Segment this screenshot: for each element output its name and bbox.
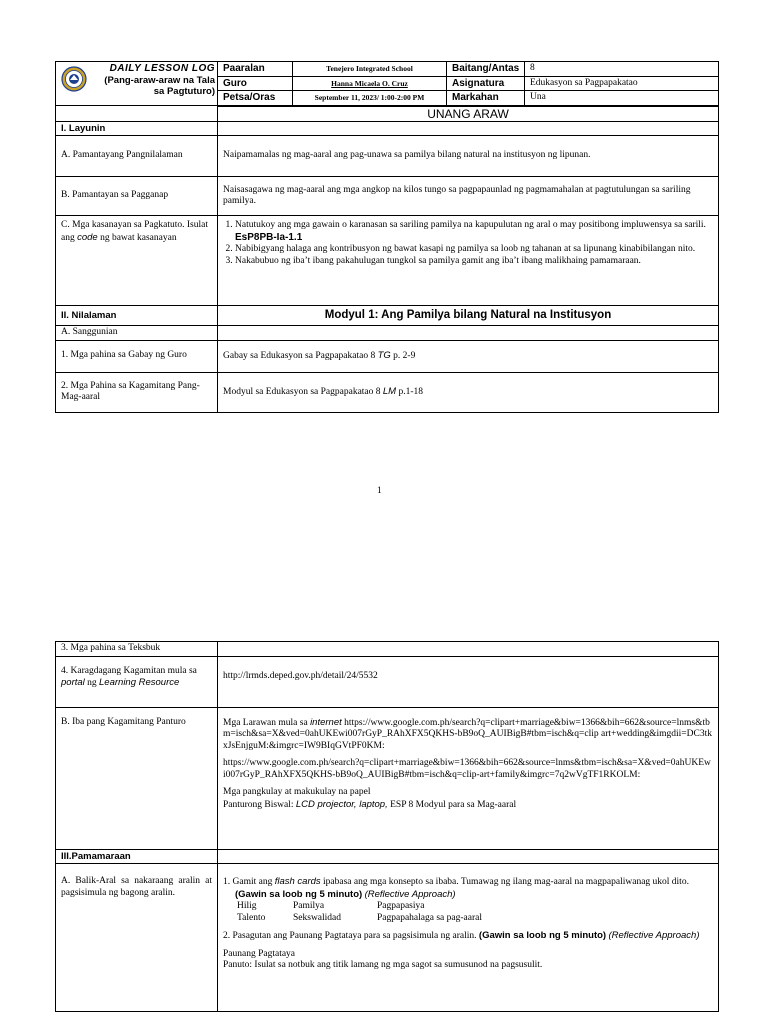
baitang-label: Baitang/Antas — [447, 62, 525, 77]
objective-3: 3. Nakabubuo ng iba’t ibang pakahulugan tungkol sa pamilya gamit ang iba’t ibang malikhaing pamamaraan. — [235, 256, 713, 268]
lesson-log-page-1 — [55, 61, 718, 413]
concept-word: Sekswalidad — [293, 912, 342, 923]
kasanayan-label — [56, 216, 218, 306]
asignatura-value: Edukasyon sa Pagpapakatao — [525, 76, 719, 91]
empty-cell — [218, 849, 719, 864]
kasanayan-code-word: code — [77, 231, 98, 243]
modyul-title: Modyul 1: Ang Pamilya bilang Natural na Institusyon — [218, 306, 719, 326]
school-logo-icon — [61, 66, 87, 92]
concept-word: Pamilya — [293, 901, 325, 911]
objective-2: 2. Nabibigyang halaga ang kontribusyon ng bawat kasapi ng pamilya sa loob ng tahanan at sa lipunang kinabibilangan nito. — [235, 244, 713, 256]
day-title: UNANG ARAW — [218, 106, 719, 121]
iba-label: B. Iba pang Kagamitang Panturo — [56, 707, 218, 849]
empty-cell — [218, 326, 719, 341]
lesson-log-page-2 — [55, 641, 718, 1012]
objective-code: EsP8PB-Ia-1.1 — [235, 231, 303, 243]
guro-value: Hanna Micaela O. Cruz — [293, 76, 447, 91]
paaralan-value: Tenejero Integrated School — [293, 62, 447, 77]
gabay-label: 1. Mga pahina sa Gabay ng Guro — [56, 340, 218, 372]
concept-words — [237, 901, 713, 924]
kasanayan-label-text: C. Mga kasanayan sa Pagkatuto. Isulat ang — [61, 220, 208, 243]
pamantayang-value: Naipamamalas ng mag-aaral ang pag-unawa sa pamilya bilang natural na institusyon ng lipunan. — [218, 136, 719, 177]
lrmds-link[interactable]: http://lrmds.deped.gov.ph/detail/24/5532 — [218, 656, 719, 707]
kagamitan-value: Modyul sa Edukasyon sa Pagpapakatao 8 LM p.1-18 — [218, 372, 719, 412]
concept-word: Pagpapahalaga sa pag-aaral — [377, 912, 482, 923]
gabay-value: Gabay sa Edukasyon sa Pagpapakatao 8 TG p. 2-9 — [218, 340, 719, 372]
log-title: DAILY LESSON LOG — [109, 63, 215, 74]
pagganap-value: Naisasagawa ng mag-aaral ang mga angkop na kilos tungo sa pagpapaunlad ng pagmamahalan at pagtutulungan sa sariling pamilya. — [218, 177, 719, 216]
baitang-value: 8 — [525, 62, 719, 77]
petsa-label: Petsa/Oras — [218, 91, 293, 106]
step-2: 2. Pasagutan ang Paunang Pagtataya para sa pagsisimula ng aralin. (Gawin sa loob ng 5 minuto) (Reflective Approach) — [223, 930, 700, 941]
markahan-value: Una — [525, 91, 719, 106]
empty-cell — [218, 642, 719, 657]
balik-aral-label: A. Balik-Aral sa nakaraang aralin at pagsisimula ng bagong aralin. — [56, 864, 218, 1012]
internet-sources: Mga Larawan mula sa internet https://www.google.com.ph/search?q=clipart+marriage&biw=1366&bih=662&source=lnms&tbm=isch&sa=X&ved=0ahUKEwi007rGyP_RAhXFX5QKHS-bB9oQ_AUIBigB#tbm=isch&q=clip art+wedding&imgdii=DC3tkxJsEnjguM:&imgrc=IW9BIqGVtPF0KM: — [223, 716, 712, 751]
layunin-heading: I. Layunin — [56, 121, 218, 136]
content-table-1 — [55, 106, 719, 413]
guro-label: Guro — [218, 76, 293, 91]
pamantayang-label: A. Pamantayang Pangnilalaman — [56, 136, 218, 177]
concept-word: Talento — [237, 912, 266, 923]
papel-text: Mga pangkulay at makukulay na papel — [223, 787, 371, 797]
nilalaman-heading: II. Nilalaman — [56, 306, 218, 326]
pamamaraan-heading: III.Pamamaraan — [56, 849, 218, 864]
objective-1: 1. Natutukoy ang mga gawain o karanasan sa sariling pamilya na kapupulutan ng aral o may positibong impluwensya sa sarili. EsP8PB-Ia-1.1 — [235, 220, 713, 244]
step-1: 1. Gamit ang flash cards ipabasa ang mga konsepto sa ibaba. Tumawag ng ilang mag-aaral na magpapaliwanag ukol dito. (Gawin sa loob ng 5 minuto) (Reflective Approach) — [223, 876, 689, 900]
pagganap-label: B. Pamantayan sa Pagganap — [56, 177, 218, 216]
sanggunian-label: A. Sanggunian — [56, 326, 218, 341]
page-number: 1 — [377, 486, 382, 496]
teksbuk-label: 3. Mga pahina sa Teksbuk — [56, 642, 218, 657]
petsa-value: September 11, 2023/ 1:00-2:00 PM — [293, 91, 447, 106]
header-table — [55, 61, 719, 106]
balik-aral-content — [218, 864, 719, 1012]
log-subtitle: (Pang-araw-araw na Tala sa Pagtuturo) — [104, 74, 215, 97]
iba-value — [218, 707, 719, 849]
karagdagang-label: 4. Karagdagang Kagamitan mula sa portal ng Learning Resource — [56, 656, 218, 707]
kasanayan-label-end: ng bawat kasanayan — [100, 232, 177, 243]
concept-word: Hilig — [237, 901, 257, 911]
paaralan-label: Paaralan — [218, 62, 293, 77]
asignatura-label: Asignatura — [447, 76, 525, 91]
panuto-text: Panuto: Isulat sa notbuk ang titik lamang ng mga sagot sa sumusunod na pagsusulit. — [223, 960, 543, 970]
empty-cell — [218, 121, 719, 136]
image-url-2[interactable]: https://www.google.com.ph/search?q=clipart+marriage&biw=1366&bih=662&source=lnms&tbm=isch&sa=X&ved=0ahUKEwi007rGyP_RAhXFX5QKHS-bB9oQ_AUIBigB#tbm=isch&q=clip-art+family&imgrc=7q2wVgTF1RKOLM: — [223, 758, 711, 780]
paunang-title: Paunang Pagtataya — [223, 948, 296, 959]
concept-word: Pagpapasiya — [377, 901, 425, 911]
biswal-text: Panturong Biswal: LCD projector, laptop, ESP 8 Modyul para sa Mag-aaral — [223, 798, 517, 810]
image-url-1[interactable]: https://www.google.com.ph/search?q=clipart+marriage&biw=1366&bih=662&source=lnms&tbm=isch&sa=X&ved=0ahUKEwi007rGyP_RAhXFX5QKHS-bB9oQ_AUIBigB#tbm=isch&q=clip art+wedding&imgdii=DC3tkxJsEnjguM:&imgrc=IW9BIqGVtPF0KM: — [223, 717, 712, 751]
markahan-label: Markahan — [447, 91, 525, 106]
kasanayan-list — [218, 216, 719, 306]
day-title-spacer — [56, 106, 218, 121]
content-table-2 — [55, 641, 719, 1012]
kagamitan-label: 2. Mga Pahina sa Kagamitang Pang-Mag-aaral — [56, 372, 218, 412]
